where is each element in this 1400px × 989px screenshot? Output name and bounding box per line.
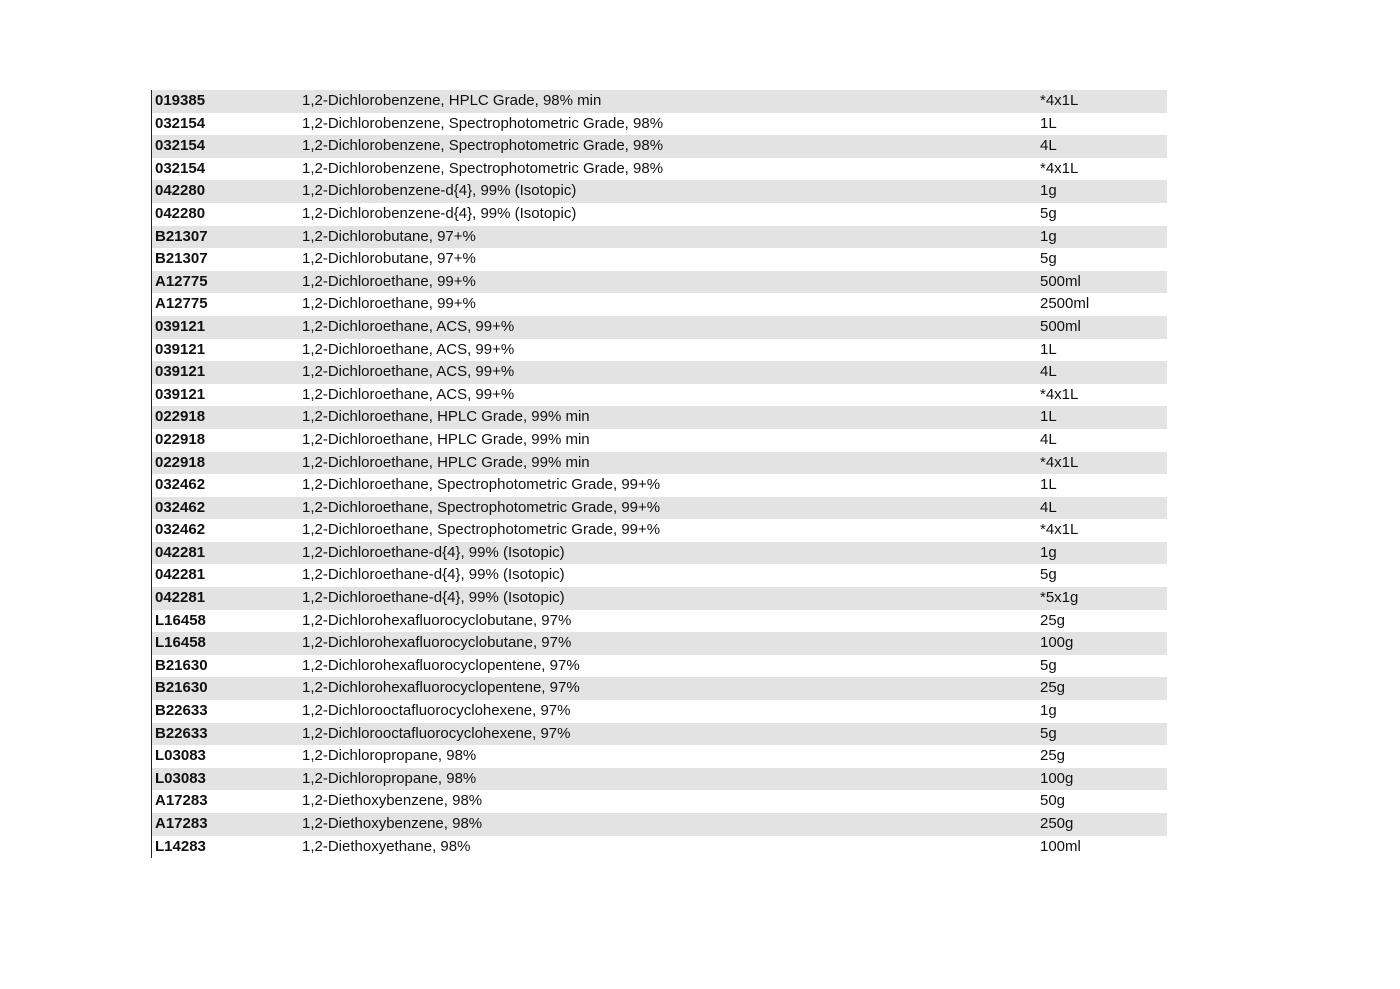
catalog-number-cell: L16458 — [155, 611, 206, 629]
catalog-number-cell: B21307 — [155, 250, 208, 268]
package-size-cell: 5g — [1040, 566, 1057, 584]
package-size-cell: 100ml — [1040, 837, 1081, 855]
catalog-number-cell: A17283 — [155, 815, 208, 832]
package-size-cell: 1L — [1040, 476, 1057, 494]
table-row — [152, 745, 1167, 768]
catalog-number-cell: 032462 — [155, 498, 206, 516]
package-size-cell: 1g — [1040, 227, 1057, 245]
description-cell: 1,2-Dichlorohexafluorocyclobutane, 97% — [302, 634, 572, 652]
table-row — [152, 293, 1167, 316]
table-row — [152, 587, 1167, 610]
table-row — [152, 113, 1167, 136]
table-row — [152, 813, 1167, 836]
description-cell: 1,2-Dichlorobutane, 97+% — [302, 227, 476, 245]
package-size-cell: 25g — [1040, 611, 1066, 629]
table-row — [152, 723, 1167, 746]
table-row — [152, 226, 1167, 249]
package-size-cell: 500ml — [1040, 272, 1081, 290]
description-cell: 1,2-Dichloroethane, ACS, 99+% — [302, 363, 515, 381]
table-row — [152, 655, 1167, 678]
catalog-number-cell: A17283 — [155, 792, 208, 810]
table-row — [152, 158, 1167, 181]
table-row — [152, 384, 1167, 407]
table-row — [152, 610, 1167, 633]
package-size-cell: *4x1L — [1040, 92, 1079, 109]
description-cell: 1,2-Dichloroethane, 99+% — [302, 295, 476, 313]
catalog-number-cell: A12775 — [155, 272, 208, 290]
catalog-number-cell: 039121 — [155, 385, 206, 403]
package-size-cell: 4L — [1040, 363, 1057, 381]
package-size-cell: 25g — [1040, 747, 1066, 765]
package-size-cell: 1L — [1040, 340, 1057, 358]
description-cell: 1,2-Dichlorobenzene, Spectrophotometric Grade, 98% — [302, 114, 664, 132]
catalog-number-cell: L16458 — [155, 634, 206, 652]
package-size-cell: 1L — [1040, 408, 1057, 426]
table-row — [152, 452, 1167, 475]
package-size-cell: 1L — [1040, 114, 1057, 132]
catalog-number-cell: 022918 — [155, 430, 206, 448]
catalog-number-cell: L14283 — [155, 837, 206, 855]
table-row — [152, 361, 1167, 384]
table-row — [152, 564, 1167, 587]
table-row — [152, 316, 1167, 339]
description-cell: 1,2-Dichloroethane, Spectrophotometric Grade, 99+% — [302, 476, 661, 494]
catalog-number-cell: 042281 — [155, 543, 206, 561]
catalog-number-cell: B22633 — [155, 724, 208, 742]
description-cell: 1,2-Dichloropropane, 98% — [302, 747, 477, 765]
catalog-number-cell: B22633 — [155, 702, 208, 720]
description-cell: 1,2-Dichloroethane, ACS, 99+% — [302, 340, 515, 358]
description-cell: 1,2-Dichlorobutane, 97+% — [302, 250, 476, 268]
table-row — [152, 519, 1167, 542]
table-row — [152, 790, 1167, 813]
description-cell: 1,2-Dichlorooctafluorocyclohexene, 97% — [302, 702, 571, 720]
description-cell: 1,2-Dichloroethane, 99+% — [302, 272, 476, 290]
description-cell: 1,2-Dichloropropane, 98% — [302, 769, 477, 787]
table-row — [152, 677, 1167, 700]
package-size-cell: *4x1L — [1040, 453, 1079, 471]
table-row — [152, 271, 1167, 294]
catalog-number-cell: 022918 — [155, 408, 206, 426]
description-cell: 1,2-Dichloroethane-d{4}, 99% (Isotopic) — [302, 566, 565, 584]
description-cell: 1,2-Dichloroethane, ACS, 99+% — [302, 385, 515, 403]
package-size-cell: 5g — [1040, 656, 1057, 674]
description-cell: 1,2-Diethoxybenzene, 98% — [302, 792, 483, 810]
description-cell: 1,2-Dichlorobenzene, Spectrophotometric Grade, 98% — [302, 159, 664, 177]
table-row — [152, 203, 1167, 226]
package-size-cell: 500ml — [1040, 317, 1081, 335]
catalog-number-cell: 032462 — [155, 476, 206, 494]
description-cell: 1,2-Dichloroethane-d{4}, 99% (Isotopic) — [302, 589, 565, 607]
catalog-number-cell: 042280 — [155, 204, 206, 222]
catalog-number-cell: 032154 — [155, 159, 206, 177]
catalog-number-cell: 022918 — [155, 453, 206, 471]
package-size-cell: *4x1L — [1040, 521, 1079, 539]
table-row — [152, 700, 1167, 723]
catalog-number-cell: 039121 — [155, 340, 206, 358]
description-cell: 1,2-Dichlorobenzene, HPLC Grade, 98% min — [302, 92, 602, 109]
description-cell: 1,2-Dichloroethane, HPLC Grade, 99% min — [302, 430, 590, 448]
package-size-cell: 50g — [1040, 792, 1066, 810]
package-size-cell: 5g — [1040, 204, 1057, 222]
table-row — [152, 180, 1167, 203]
description-cell: 1,2-Dichlorohexafluorocyclopentene, 97% — [302, 656, 580, 674]
description-cell: 1,2-Dichloroethane, HPLC Grade, 99% min — [302, 408, 590, 426]
table-row — [152, 474, 1167, 497]
description-cell: 1,2-Diethoxyethane, 98% — [302, 837, 471, 855]
catalog-number-cell: L03083 — [155, 769, 206, 787]
catalog-number-cell: 042281 — [155, 589, 206, 607]
description-cell: 1,2-Dichlorobenzene-d{4}, 99% (Isotopic) — [302, 182, 577, 200]
catalog-number-cell: 032154 — [155, 114, 206, 132]
description-cell: 1,2-Dichloroethane, ACS, 99+% — [302, 317, 515, 335]
package-size-cell: 1g — [1040, 543, 1057, 561]
package-size-cell: *5x1g — [1040, 589, 1079, 607]
description-cell: 1,2-Dichlorohexafluorocyclopentene, 97% — [302, 679, 580, 697]
package-size-cell: 5g — [1040, 724, 1057, 742]
catalog-number-cell: 019385 — [155, 92, 206, 109]
description-cell: 1,2-Dichlorobenzene, Spectrophotometric Grade, 98% — [302, 137, 664, 155]
table-row — [152, 632, 1167, 655]
catalog-number-cell: 042280 — [155, 182, 206, 200]
catalog-number-cell: 039121 — [155, 317, 206, 335]
description-cell: 1,2-Dichloroethane, HPLC Grade, 99% min — [302, 453, 590, 471]
product-table — [151, 90, 1167, 858]
table-row — [152, 542, 1167, 565]
description-cell: 1,2-Dichloroethane, Spectrophotometric Grade, 99+% — [302, 521, 661, 539]
package-size-cell: 25g — [1040, 679, 1066, 697]
table-row — [152, 497, 1167, 520]
catalog-number-cell: 042281 — [155, 566, 206, 584]
description-cell: 1,2-Dichlorooctafluorocyclohexene, 97% — [302, 724, 571, 742]
package-size-cell: *4x1L — [1040, 385, 1079, 403]
table-row — [152, 135, 1167, 158]
table-row — [152, 429, 1167, 452]
catalog-number-cell: B21307 — [155, 227, 208, 245]
table-row — [152, 406, 1167, 429]
catalog-number-cell: 032154 — [155, 137, 206, 155]
table-row — [152, 90, 1167, 113]
table-row — [152, 836, 1167, 859]
catalog-number-cell: L03083 — [155, 747, 206, 765]
package-size-cell: 1g — [1040, 702, 1057, 720]
catalog-number-cell: B21630 — [155, 679, 208, 697]
table-row — [152, 768, 1167, 791]
package-size-cell: 2500ml — [1040, 295, 1090, 313]
package-size-cell: 100g — [1040, 634, 1074, 652]
package-size-cell: 4L — [1040, 498, 1057, 516]
catalog-number-cell: 039121 — [155, 363, 206, 381]
description-cell: 1,2-Dichloroethane, Spectrophotometric Grade, 99+% — [302, 498, 661, 516]
catalog-number-cell: B21630 — [155, 656, 208, 674]
description-cell: 1,2-Diethoxybenzene, 98% — [302, 815, 483, 832]
table-row — [152, 339, 1167, 362]
package-size-cell: 4L — [1040, 137, 1057, 155]
package-size-cell: 4L — [1040, 430, 1057, 448]
description-cell: 1,2-Dichloroethane-d{4}, 99% (Isotopic) — [302, 543, 565, 561]
catalog-number-cell: 032462 — [155, 521, 206, 539]
table-row — [152, 248, 1167, 271]
package-size-cell: 1g — [1040, 182, 1057, 200]
package-size-cell: 5g — [1040, 250, 1057, 268]
catalog-number-cell: A12775 — [155, 295, 208, 313]
package-size-cell: 250g — [1040, 815, 1074, 832]
description-cell: 1,2-Dichlorohexafluorocyclobutane, 97% — [302, 611, 572, 629]
package-size-cell: *4x1L — [1040, 159, 1079, 177]
description-cell: 1,2-Dichlorobenzene-d{4}, 99% (Isotopic) — [302, 204, 577, 222]
package-size-cell: 100g — [1040, 769, 1074, 787]
